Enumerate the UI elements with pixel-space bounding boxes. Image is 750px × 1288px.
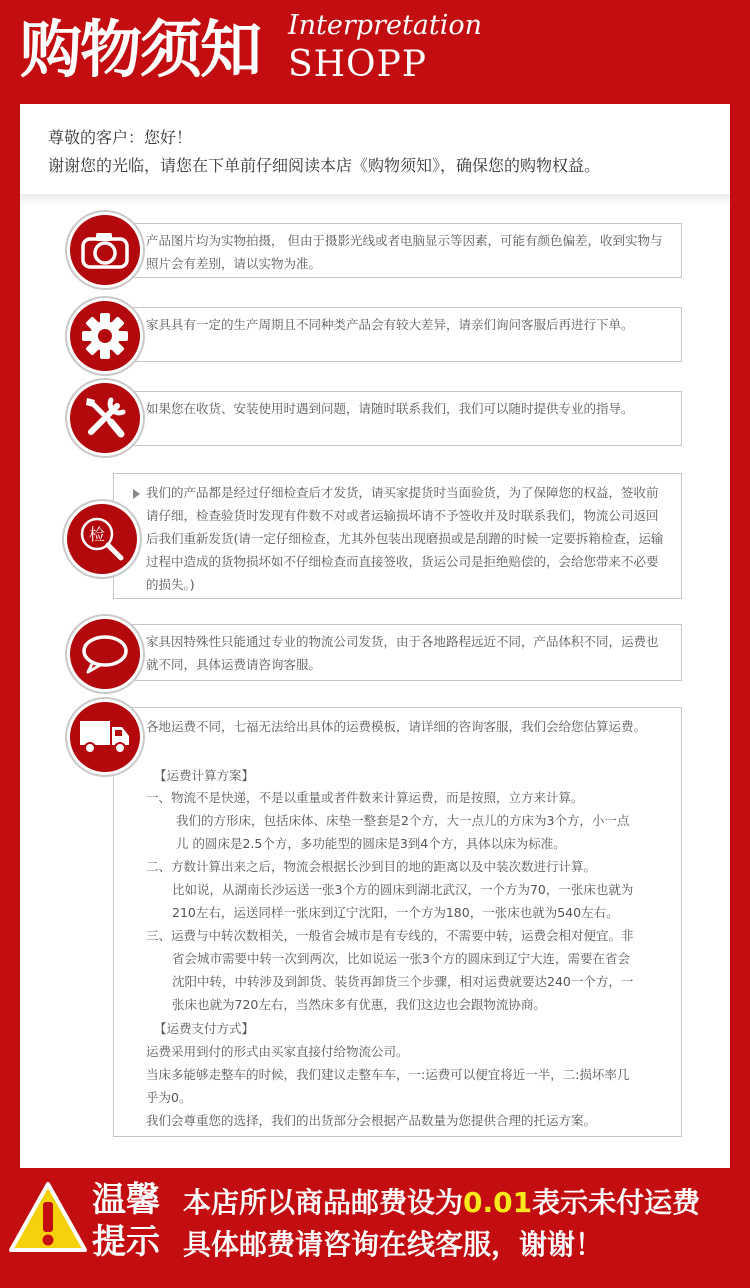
warm-tip-word-2: 提示 xyxy=(92,1222,160,1262)
shipping-line: 儿 的圆床是2.5个方，多功能型的圆床是3到4个方，具体以床为标准。 xyxy=(176,836,566,851)
greeting-line-1: 尊敬的客户：您好！ xyxy=(48,128,193,147)
footer-price-highlight: 0.01 xyxy=(463,1186,533,1219)
tools-icon xyxy=(70,383,140,453)
footer-text: 本店所以商品邮费设为 xyxy=(183,1186,464,1219)
notice-text: 如果您在收货、安装使用时遇到问题，请随时联系我们，我们可以随时提供专业的指导。 xyxy=(146,401,634,416)
shipping-pay-title: 【运费支付方式】 xyxy=(154,1021,255,1036)
shipping-line: 当床多能够走整车的时候，我们建议走整车车，一:运费可以便宜将近一半，二:损坏率几 xyxy=(146,1067,630,1082)
footer-warning xyxy=(0,1168,750,1288)
shipping-line: 比如说，从湖南长沙运送一张3个方的圆床到湖北武汉，一个方为70，一张床也就为 xyxy=(172,882,634,897)
notice-text: 家具具有一定的生产周期且不同种类产品会有较大差异，请亲们询问客服后再进行下单。 xyxy=(146,317,634,332)
notice-text: 我们的产品都是经过仔细检查后才发货，请买家提货时当面验货，为了保障您的权益，签收前请仔细，检查验货时发现有件数不对或者运输损坏请不予签收并及时联系我们，物流公司返回后我们重新发货(请一定仔细检查，尤其外包装出现磨损或是刮蹭的时候一定要拆箱检查，运输过程中造成的货物损坏如不仔细检查而直接签收，货运公司是拒绝赔偿的，会给您带来不必要的损失。) xyxy=(146,485,664,592)
shipping-line: 运费采用到付的形式由买家直接付给物流公司。 xyxy=(146,1044,409,1059)
shipping-line: 我们会尊重您的选择，我们的出货部分会根据产品数量为您提供合理的托运方案。 xyxy=(146,1113,597,1128)
divider xyxy=(20,194,730,206)
shipping-line: 张床也就为720左右，当然床多有优惠，我们这边也会跟物流协商。 xyxy=(172,997,546,1012)
shipping-line: 乎为0。 xyxy=(146,1090,192,1105)
shipping-line: 沈阳中转，中转涉及到卸货、装货再卸货三个步骤，相对运费就要达240一个方，一 xyxy=(172,974,634,989)
chat-bubble-icon xyxy=(70,619,140,689)
footer-notice-line-2: 具体邮费请咨询在线客服，谢谢！ xyxy=(183,1228,604,1261)
notice-shipping-fee xyxy=(113,707,682,1137)
inspect-icon-label: 检 xyxy=(88,525,106,544)
camera-icon xyxy=(70,215,140,285)
notice-inspection xyxy=(113,473,682,599)
bullet-arrow-icon xyxy=(133,489,140,499)
notice-camera xyxy=(113,223,682,278)
greeting-line-2: 谢谢您的光临，请您在下单前仔细阅读本店《购物须知》，确保您的购物权益。 xyxy=(48,156,601,175)
notice-text: 各地运费不同，七福无法给出具体的运费模板，请详细的咨询客服，我们会给您估算运费。 xyxy=(146,719,647,734)
content-panel xyxy=(20,104,730,1168)
warning-icon xyxy=(8,1180,88,1254)
shipping-line: 三、运费与中转次数相关，一般省会城市是有专线的，不需要中转，运费会相对便宜。非 xyxy=(146,928,634,943)
footer-text: 表示未付运费 xyxy=(532,1186,701,1219)
inspect-icon xyxy=(67,504,137,574)
notice-text: 家具因特殊性只能通过专业的物流公司发货，由于各地路程远近不同，产品体积不同，运费也就不同，具体运费请咨询客服。 xyxy=(146,634,659,672)
shipping-line: 省会城市需要中转一次到两次，比如说运一张3个方的圆床到辽宁大连，需要在省会 xyxy=(172,951,630,966)
shipping-calc-title: 【运费计算方案】 xyxy=(154,768,255,783)
title-subtitle-shopp: SHOPP xyxy=(288,44,428,85)
shipping-line: 210左右，运送同样一张床到辽宁沈阳，一个方为180，一张床也就为540左右。 xyxy=(172,905,619,920)
shipping-line: 我们的方形床，包括床体、床垫一整套是2个方，大一点儿的方床为3个方，小一点 xyxy=(176,813,630,828)
shipping-line: 二、方数计算出来之后，物流会根据长沙到目的地的距离以及中装次数进行计算。 xyxy=(146,859,597,874)
truck-icon xyxy=(70,702,140,772)
gear-icon xyxy=(70,301,140,371)
page-title: 购物须知 xyxy=(20,13,261,86)
header xyxy=(0,0,750,104)
notice-support xyxy=(113,391,682,446)
warm-tip-word-1: 温馨 xyxy=(92,1180,160,1220)
title-subtitle-interpretation: Interpretation xyxy=(288,10,483,41)
notice-text: 产品图片均为实物拍摄， 但由于摄影光线或者电脑显示等因素，可能有颜色偏差，收到实物与照片会有差别，请以实物为准。 xyxy=(146,233,663,271)
notice-logistics xyxy=(113,624,682,681)
notice-production xyxy=(113,307,682,362)
shipping-line: 一、物流不是快递，不是以重量或者件数来计算运费，而是按照，立方来计算。 xyxy=(146,790,584,805)
footer-notice-line-1 xyxy=(183,1185,700,1221)
